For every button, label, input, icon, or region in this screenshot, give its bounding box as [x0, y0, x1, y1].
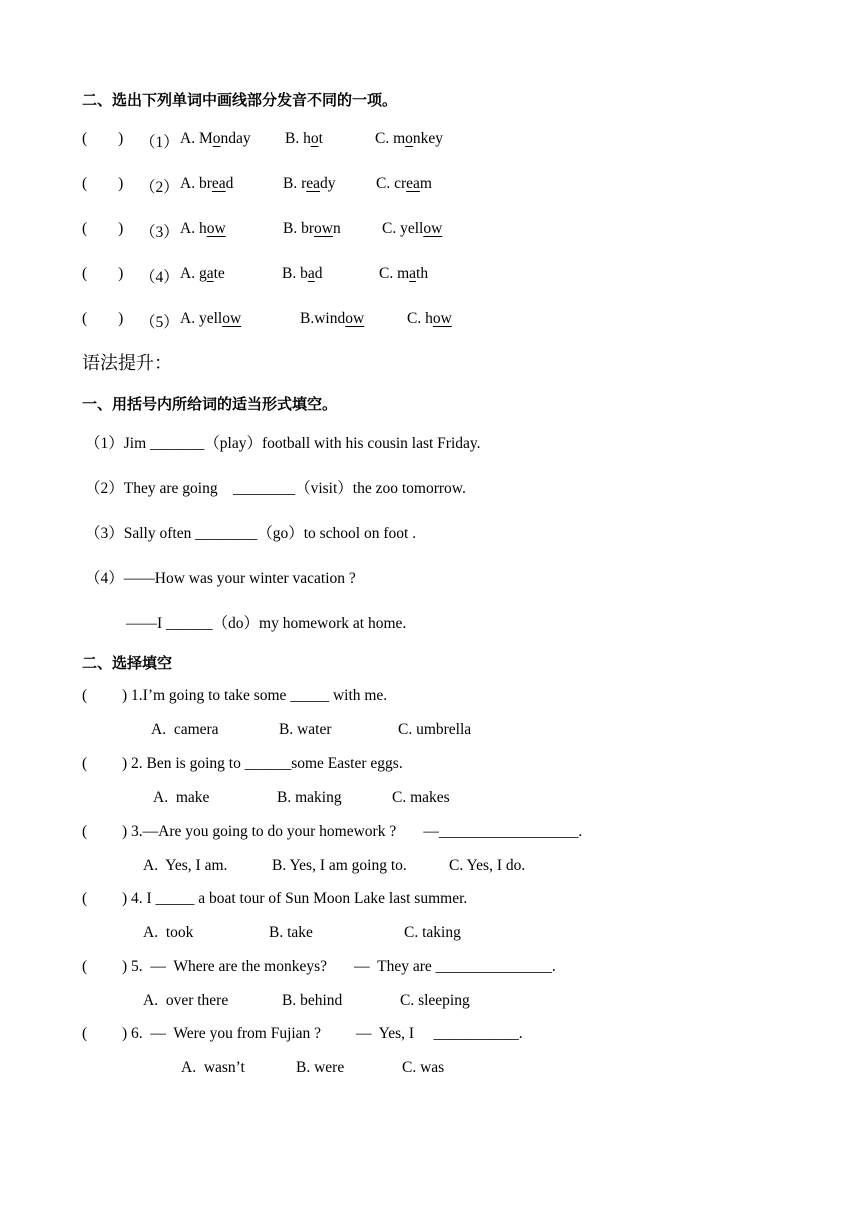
answer-bracket[interactable]: (: [82, 687, 119, 704]
option-text: nday: [220, 130, 251, 147]
fill-blank-item: （3）Sally often ________（go）to school on foot .: [85, 525, 417, 542]
answer-bracket[interactable]: ( ): [82, 310, 124, 327]
answer-bracket[interactable]: ( ): [82, 130, 124, 147]
answer-bracket[interactable]: ( ): [82, 265, 124, 282]
underlined-letters: o: [310, 130, 319, 147]
underlined-letters: ea: [211, 175, 226, 192]
underlined-letters: ow: [432, 310, 452, 327]
underlined-letters: o: [405, 130, 413, 147]
section-heading-phonics: 二、选出下列单词中画线部分发音不同的一项。: [82, 91, 398, 109]
option-text: te: [213, 265, 225, 282]
option-c: [375, 130, 443, 148]
option-text: A. yell: [180, 310, 223, 327]
option-a: [180, 130, 251, 148]
section-heading-choice: 二、选择填空: [82, 654, 173, 672]
option-text: C. m: [379, 265, 410, 282]
answer-bracket[interactable]: (: [82, 755, 119, 772]
choice-option-c: C. umbrella: [398, 721, 472, 738]
answer-bracket[interactable]: (: [82, 1025, 119, 1042]
fill-blank-item: （4）——How was your winter vacation ?: [85, 570, 356, 587]
choice-option-a: A. took: [143, 924, 194, 941]
question-number: （2）: [140, 179, 179, 196]
answer-bracket[interactable]: ( ): [82, 175, 124, 192]
option-a: [180, 220, 226, 238]
choice-option-c: C. sleeping: [400, 992, 470, 1009]
option-text: A. g: [180, 265, 207, 282]
question-number: （5）: [140, 314, 179, 331]
choice-option-c: C. Yes, I do.: [449, 857, 526, 874]
underlined-letters: a: [206, 265, 214, 282]
option-a: [180, 265, 225, 283]
section-heading-fill-blank: 一、用括号内所给词的适当形式填空。: [82, 395, 338, 413]
choice-option-b: B. behind: [282, 992, 343, 1009]
section-title-grammar: 语法提升：: [82, 353, 172, 374]
option-text: B. h: [285, 130, 311, 147]
underlined-letters: ow: [206, 220, 226, 237]
option-text: A. br: [180, 175, 212, 192]
option-text: C. h: [407, 310, 433, 327]
option-a: [180, 310, 241, 328]
choice-option-b: B. Yes, I am going to.: [272, 857, 407, 874]
option-text: d: [314, 265, 323, 282]
option-c: [376, 175, 432, 193]
option-text: d: [225, 175, 234, 192]
choice-option-b: B. water: [279, 721, 332, 738]
question-number: （3）: [140, 224, 179, 241]
option-text: C. m: [375, 130, 406, 147]
choice-option-a: A. make: [153, 789, 210, 806]
question-number: （1）: [140, 134, 179, 151]
fill-blank-item: （2）They are going ________（visit）the zoo tomorrow.: [85, 480, 466, 497]
option-text: th: [416, 265, 429, 282]
option-c: [407, 310, 452, 328]
underlined-letters: a: [409, 265, 417, 282]
option-text: B. b: [282, 265, 308, 282]
option-text: B. br: [283, 220, 314, 237]
option-c: [382, 220, 442, 238]
option-b: [300, 310, 364, 328]
option-b: [283, 175, 336, 193]
fill-blank-item: （1）Jim _______（play）football with his cousin last Friday.: [85, 435, 481, 452]
choice-option-b: B. were: [296, 1059, 345, 1076]
option-text: B. r: [283, 175, 307, 192]
underlined-letters: o: [212, 130, 221, 147]
underlined-letters: ow: [345, 310, 365, 327]
option-c: [379, 265, 428, 283]
underlined-letters: ow: [314, 220, 333, 237]
choice-option-c: C. taking: [404, 924, 461, 941]
question-stem: ) 5. — Where are the monkeys? — They are _______________.: [122, 958, 556, 975]
question-stem: ) 6. — Were you from Fujian ? — Yes, I ___________.: [122, 1025, 523, 1042]
choice-option-b: B. take: [269, 924, 313, 941]
underlined-letters: ow: [222, 310, 242, 327]
option-text: C. cr: [376, 175, 407, 192]
underlined-letters: ea: [406, 175, 420, 192]
choice-option-a: A. over there: [143, 992, 229, 1009]
option-text: dy: [320, 175, 336, 192]
answer-bracket[interactable]: (: [82, 958, 119, 975]
choice-option-b: B. making: [277, 789, 342, 806]
underlined-letters: ea: [306, 175, 321, 192]
underlined-letters: a: [307, 265, 315, 282]
question-stem: ) 1.I’m going to take some _____ with me.: [122, 687, 388, 704]
choice-option-a: A. Yes, I am.: [143, 857, 228, 874]
option-text: nkey: [412, 130, 444, 147]
option-text: C. yell: [382, 220, 424, 237]
option-text: A. M: [180, 130, 213, 147]
option-b: [285, 130, 323, 148]
choice-option-c: C. was: [402, 1059, 445, 1076]
question-stem: ) 4. I _____ a boat tour of Sun Moon Lake last summer.: [122, 890, 468, 907]
option-b: [283, 220, 341, 238]
option-text: B.wind: [300, 310, 346, 327]
underlined-letters: ow: [423, 220, 443, 237]
option-text: m: [419, 175, 432, 192]
question-number: （4）: [140, 269, 179, 286]
option-a: [180, 175, 233, 193]
option-text: A. h: [180, 220, 207, 237]
question-stem: ) 2. Ben is going to ______some Easter eggs.: [122, 755, 403, 772]
answer-bracket[interactable]: ( ): [82, 220, 124, 237]
choice-option-c: C. makes: [392, 789, 450, 806]
answer-bracket[interactable]: (: [82, 823, 119, 840]
option-b: [282, 265, 322, 283]
fill-blank-item: ——I ______（do）my homework at home.: [126, 615, 407, 632]
option-text: t: [318, 130, 323, 147]
option-text: n: [332, 220, 341, 237]
answer-bracket[interactable]: (: [82, 890, 119, 907]
question-stem: ) 3.—Are you going to do your homework ? —__________________.: [122, 823, 583, 840]
choice-option-a: A. camera: [151, 721, 219, 738]
choice-option-a: A. wasn’t: [181, 1059, 245, 1076]
